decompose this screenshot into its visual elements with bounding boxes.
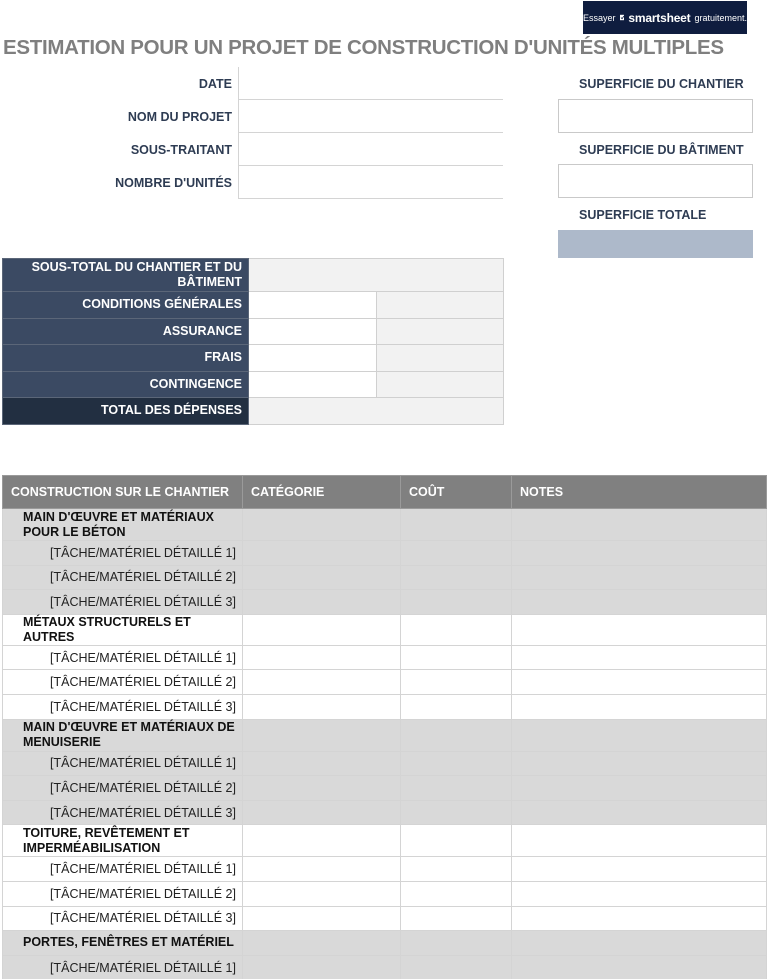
task-row: [3, 955, 767, 979]
notes-cell[interactable]: [512, 670, 767, 695]
task-label[interactable]: [TÂCHE/MATÉRIEL DÉTAILLÉ 1]: [3, 857, 243, 882]
header-category: CATÉGORIE: [243, 476, 401, 509]
banner-suffix: gratuitement.: [694, 12, 747, 23]
task-label[interactable]: [TÂCHE/MATÉRIEL DÉTAILLÉ 3]: [3, 590, 243, 615]
task-label[interactable]: [TÂCHE/MATÉRIEL DÉTAILLÉ 1]: [3, 645, 243, 670]
total-area-field[interactable]: [558, 230, 753, 258]
general-conditions-input[interactable]: [249, 292, 377, 319]
cost-cell[interactable]: [401, 509, 512, 541]
unit-count-field[interactable]: [238, 166, 503, 199]
subtotal-label: SOUS-TOTAL DU CHANTIER ET DU BÂTIMENT: [3, 259, 249, 292]
category-label[interactable]: MAIN D'ŒUVRE ET MATÉRIAUX POUR LE BÉTON: [3, 509, 243, 541]
notes-cell[interactable]: [512, 906, 767, 931]
header-site-construction: CONSTRUCTION SUR LE CHANTIER: [3, 476, 243, 509]
notes-cell[interactable]: [512, 541, 767, 566]
task-row: [3, 776, 767, 801]
category-row: [3, 825, 767, 857]
category-cell[interactable]: [243, 751, 401, 776]
site-construction-table: [2, 475, 767, 979]
notes-cell[interactable]: [512, 590, 767, 615]
subtotal-value[interactable]: [249, 259, 504, 292]
category-row: [3, 509, 767, 541]
notes-cell[interactable]: [512, 776, 767, 801]
contingency-label: CONTINGENCE: [3, 371, 249, 398]
fees-input[interactable]: [249, 345, 377, 372]
task-row: [3, 541, 767, 566]
header-cost: COÛT: [401, 476, 512, 509]
task-row: [3, 645, 767, 670]
cost-cell[interactable]: [401, 857, 512, 882]
category-row: [3, 614, 767, 645]
category-cell[interactable]: [243, 645, 401, 670]
building-area-label: SUPERFICIE DU BÂTIMENT: [579, 143, 744, 157]
task-label[interactable]: [TÂCHE/MATÉRIEL DÉTAILLÉ 3]: [3, 694, 243, 719]
subcontractor-label: SOUS-TRAITANT: [130, 143, 232, 157]
banner-prefix: Essayer: [583, 12, 616, 23]
category-cell[interactable]: [243, 590, 401, 615]
category-label[interactable]: PORTES, FENÊTRES ET MATÉRIEL: [3, 931, 243, 956]
task-label[interactable]: [TÂCHE/MATÉRIEL DÉTAILLÉ 2]: [3, 881, 243, 906]
cost-cell[interactable]: [401, 825, 512, 857]
contingency-input[interactable]: [249, 371, 377, 398]
cost-cell[interactable]: [401, 776, 512, 801]
cost-cell[interactable]: [401, 694, 512, 719]
notes-cell[interactable]: [512, 825, 767, 857]
notes-cell[interactable]: [512, 645, 767, 670]
notes-cell[interactable]: [512, 565, 767, 590]
notes-cell[interactable]: [512, 614, 767, 645]
general-conditions-value[interactable]: [376, 292, 504, 319]
category-cell[interactable]: [243, 565, 401, 590]
total-area-label: SUPERFICIE TOTALE: [579, 208, 707, 222]
category-cell[interactable]: [243, 719, 401, 751]
project-name-field[interactable]: [238, 100, 503, 133]
cost-cell[interactable]: [401, 565, 512, 590]
notes-cell[interactable]: [512, 509, 767, 541]
task-row: [3, 694, 767, 719]
cost-cell[interactable]: [401, 881, 512, 906]
notes-cell[interactable]: [512, 751, 767, 776]
task-label[interactable]: [TÂCHE/MATÉRIEL DÉTAILLÉ 2]: [3, 565, 243, 590]
task-label[interactable]: [TÂCHE/MATÉRIEL DÉTAILLÉ 2]: [3, 776, 243, 801]
category-cell[interactable]: [243, 694, 401, 719]
task-row: [3, 857, 767, 882]
notes-cell[interactable]: [512, 857, 767, 882]
task-label[interactable]: [TÂCHE/MATÉRIEL DÉTAILLÉ 3]: [3, 906, 243, 931]
smartsheet-logo-icon: [620, 12, 625, 23]
cost-cell[interactable]: [401, 645, 512, 670]
site-area-field[interactable]: [558, 99, 753, 133]
category-cell[interactable]: [243, 881, 401, 906]
site-area-label: SUPERFICIE DU CHANTIER: [579, 77, 744, 91]
task-row: [3, 590, 767, 615]
fees-value[interactable]: [376, 345, 504, 372]
cost-cell[interactable]: [401, 931, 512, 956]
task-row: [3, 565, 767, 590]
insurance-input[interactable]: [249, 318, 377, 345]
category-label[interactable]: MÉTAUX STRUCTURELS ET AUTRES: [3, 614, 243, 645]
notes-cell[interactable]: [512, 955, 767, 979]
cost-cell[interactable]: [401, 955, 512, 979]
building-area-field[interactable]: [558, 164, 753, 198]
category-row: [3, 719, 767, 751]
category-row: [3, 931, 767, 956]
category-cell[interactable]: [243, 906, 401, 931]
task-row: [3, 800, 767, 825]
category-cell[interactable]: [243, 541, 401, 566]
total-expenses-label: TOTAL DES DÉPENSES: [3, 398, 249, 425]
notes-cell[interactable]: [512, 931, 767, 956]
total-expenses-value[interactable]: [249, 398, 504, 425]
category-cell[interactable]: [243, 614, 401, 645]
page-title: ESTIMATION POUR UN PROJET DE CONSTRUCTION D'UNITÉS MULTIPLES: [3, 36, 724, 59]
category-label[interactable]: MAIN D'ŒUVRE ET MATÉRIAUX DE MENUISERIE: [3, 719, 243, 751]
task-label[interactable]: [TÂCHE/MATÉRIEL DÉTAILLÉ 1]: [3, 751, 243, 776]
cost-cell[interactable]: [401, 614, 512, 645]
category-cell[interactable]: [243, 857, 401, 882]
table-body: [3, 509, 767, 979]
notes-cell[interactable]: [512, 800, 767, 825]
cost-cell[interactable]: [401, 590, 512, 615]
task-label[interactable]: [TÂCHE/MATÉRIEL DÉTAILLÉ 3]: [3, 800, 243, 825]
cost-cell[interactable]: [401, 670, 512, 695]
task-label[interactable]: [TÂCHE/MATÉRIEL DÉTAILLÉ 2]: [3, 670, 243, 695]
general-conditions-label: CONDITIONS GÉNÉRALES: [3, 292, 249, 319]
task-row: [3, 751, 767, 776]
date-label: DATE: [198, 77, 232, 91]
task-label[interactable]: [TÂCHE/MATÉRIEL DÉTAILLÉ 1]: [3, 541, 243, 566]
cost-cell[interactable]: [401, 541, 512, 566]
category-cell[interactable]: [243, 776, 401, 801]
cost-cell[interactable]: [401, 800, 512, 825]
notes-cell[interactable]: [512, 719, 767, 751]
cost-cell[interactable]: [401, 719, 512, 751]
notes-cell[interactable]: [512, 881, 767, 906]
category-cell[interactable]: [243, 825, 401, 857]
cost-cell[interactable]: [401, 751, 512, 776]
header-notes: NOTES: [512, 476, 767, 509]
contingency-value[interactable]: [376, 371, 504, 398]
fees-label: FRAIS: [3, 345, 249, 372]
cost-cell[interactable]: [401, 906, 512, 931]
category-cell[interactable]: [243, 670, 401, 695]
insurance-label: ASSURANCE: [3, 318, 249, 345]
project-name-label: NOM DU PROJET: [127, 110, 232, 124]
subcontractor-field[interactable]: [238, 133, 503, 166]
category-cell[interactable]: [243, 800, 401, 825]
category-cell[interactable]: [243, 955, 401, 979]
banner-brand: smartsheet: [628, 10, 691, 25]
notes-cell[interactable]: [512, 694, 767, 719]
task-row: [3, 670, 767, 695]
task-label[interactable]: [TÂCHE/MATÉRIEL DÉTAILLÉ 1]: [3, 955, 243, 979]
task-row: [3, 881, 767, 906]
date-field[interactable]: [238, 67, 503, 100]
category-label[interactable]: TOITURE, REVÊTEMENT ET IMPERMÉABILISATION: [3, 825, 243, 857]
smartsheet-trial-banner[interactable]: [583, 1, 747, 34]
summary-table: [2, 258, 504, 425]
category-cell[interactable]: [243, 509, 401, 541]
unit-count-label: NOMBRE D'UNITÉS: [115, 176, 232, 190]
task-row: [3, 906, 767, 931]
category-cell[interactable]: [243, 931, 401, 956]
insurance-value[interactable]: [376, 318, 504, 345]
